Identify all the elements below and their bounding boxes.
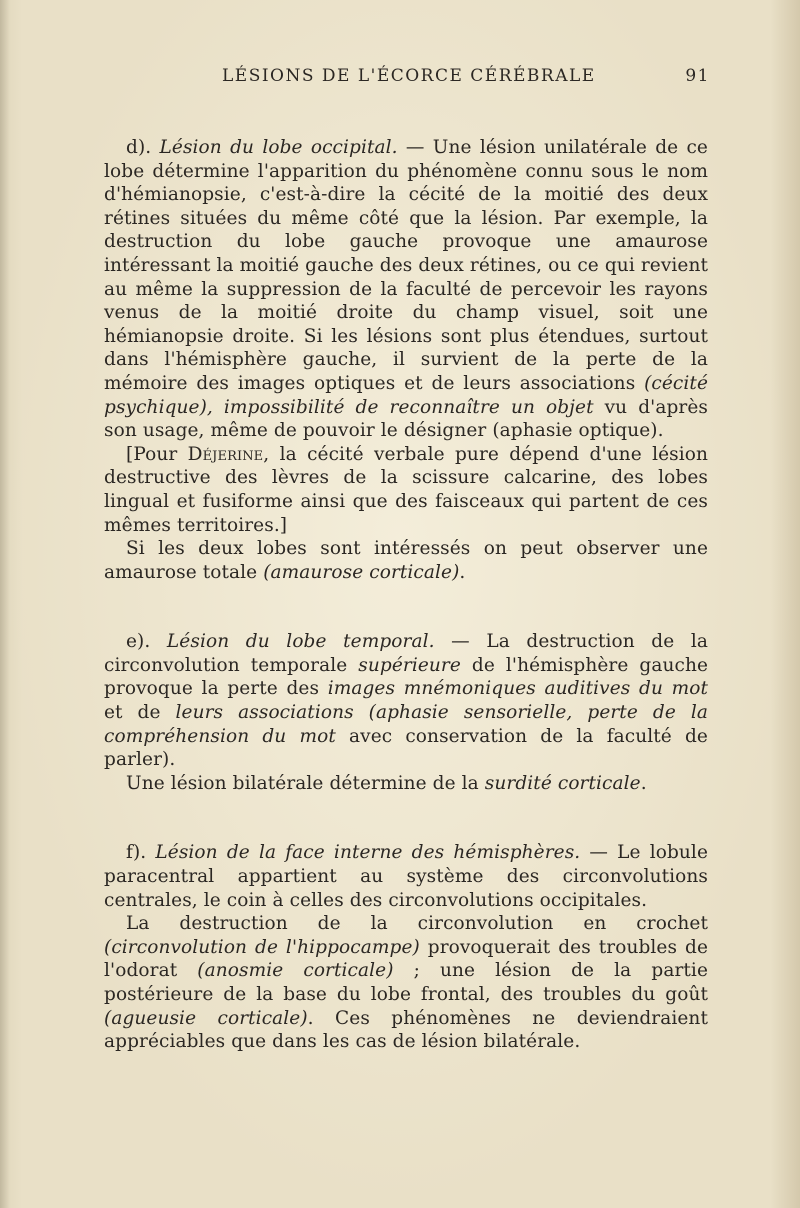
section-f-text: . Ces phénomènes ne deviendraient appréciables que dans les cas de lésion bilatérale. [104, 1007, 708, 1053]
section-d-paragraph-2 [104, 443, 708, 537]
section-d-heading: Lésion du lobe occipital. [159, 137, 398, 158]
section-d-emphasis: (amaurose corticale) [263, 561, 460, 583]
section-e-text: — La destruction de la circonvolution temporale [104, 631, 709, 676]
section-e-label: e). [126, 631, 167, 653]
section-e-emphasis: surdité corticale [484, 772, 641, 794]
section-f-emphasis: (agueusie corticale) [104, 1007, 308, 1029]
section-d-text: , la cécité verbale pure dépend d'une lésion destructive des lèvres de la scissure calcarine, des lobes lingual et fusiforme ainsi que des faisceaux qui partent de ces mêmes territoires.] [104, 443, 709, 536]
section-f-paragraph-2 [104, 912, 708, 1054]
section-f-label: f). [126, 842, 156, 864]
section-f-text: La destruction de la circonvolution en crochet [126, 913, 708, 935]
section-e-paragraph-1 [104, 630, 708, 772]
section-d-paragraph-3 [104, 537, 708, 584]
section-e-emphasis: leurs associations (aphasie sensorielle, perte de la compréhension du mot [104, 702, 708, 747]
section-d-paragraph-1 [104, 136, 708, 443]
section-f-text: — Le lobule paracentral appartient au système des circonvolutions centrales, le coin à celles des circonvolutions occipitales. [104, 842, 708, 911]
author-name: Déjerine [187, 443, 264, 465]
section-e-text: et de [104, 702, 176, 724]
page-number: 91 [685, 66, 710, 86]
section-d-text: [Pour [126, 443, 188, 465]
section-e-emphasis: images mnémoniques auditives du mot [327, 678, 709, 700]
book-page [104, 58, 708, 1054]
section-e-text: avec conservation de la faculté de parler). [104, 725, 708, 771]
section-d-emphasis: (cécité psychique), impossibilité de reconnaître un objet [104, 372, 708, 418]
body-text [104, 136, 708, 1054]
section-e-heading: Lésion du lobe temporal. [166, 631, 435, 653]
section-f-emphasis: (circonvolution de l'hippocampe) [104, 936, 420, 958]
section-f-text: provoquerait des troubles de l'odorat [104, 936, 708, 982]
section-d-text: Si les deux lobes sont intéressés on peut observer une amaurose totale [104, 538, 708, 583]
section-f-heading: Lésion de la face interne des hémisphères. [155, 842, 581, 864]
section-e-text: Une lésion bilatérale détermine de la [126, 772, 485, 794]
running-head [104, 58, 708, 92]
section-e-emphasis: supérieure [358, 654, 461, 676]
section-d-text: vu d'après son usage, même de pouvoir le désigner (aphasie optique). [104, 396, 708, 442]
section-e-paragraph-2 [104, 772, 708, 796]
section-f-paragraph-1 [104, 841, 708, 912]
section-d-text: . [459, 561, 466, 583]
section-f-emphasis: (anosmie corticale) [197, 960, 394, 982]
running-title: LÉSIONS DE L'ÉCORCE CÉRÉBRALE [222, 66, 596, 86]
section-d-label: d). [126, 137, 160, 158]
section-f-text: ; une lésion de la partie postérieure de la base du lobe frontal, des troubles du goût [104, 960, 708, 1005]
section-d-text: — Une lésion unilatérale de ce lobe détermine l'apparition du phénomène connu sous le nom d'hémianopsie, c'est-à-dire la cécité de la moitié des deux rétines situées du même côté que la lésion. Par exemple, la destruction du lobe gauche provoque une amaurose intéressant la moitié gauche des deux rétines, ou ce qui revient au même la suppression de la faculté de percevoir les rayons venus de la moitié droite du champ visuel, soit une hémianopsie droite. Si les lésions sont plus étendues, surtout dans l'hémisphère gauche, il survient de la perte de la mémoire des images optiques et de leurs associations [104, 137, 708, 394]
section-e-text: de l'hémisphère gauche provoque la perte des [104, 654, 709, 700]
section-e-text: . [640, 772, 647, 794]
